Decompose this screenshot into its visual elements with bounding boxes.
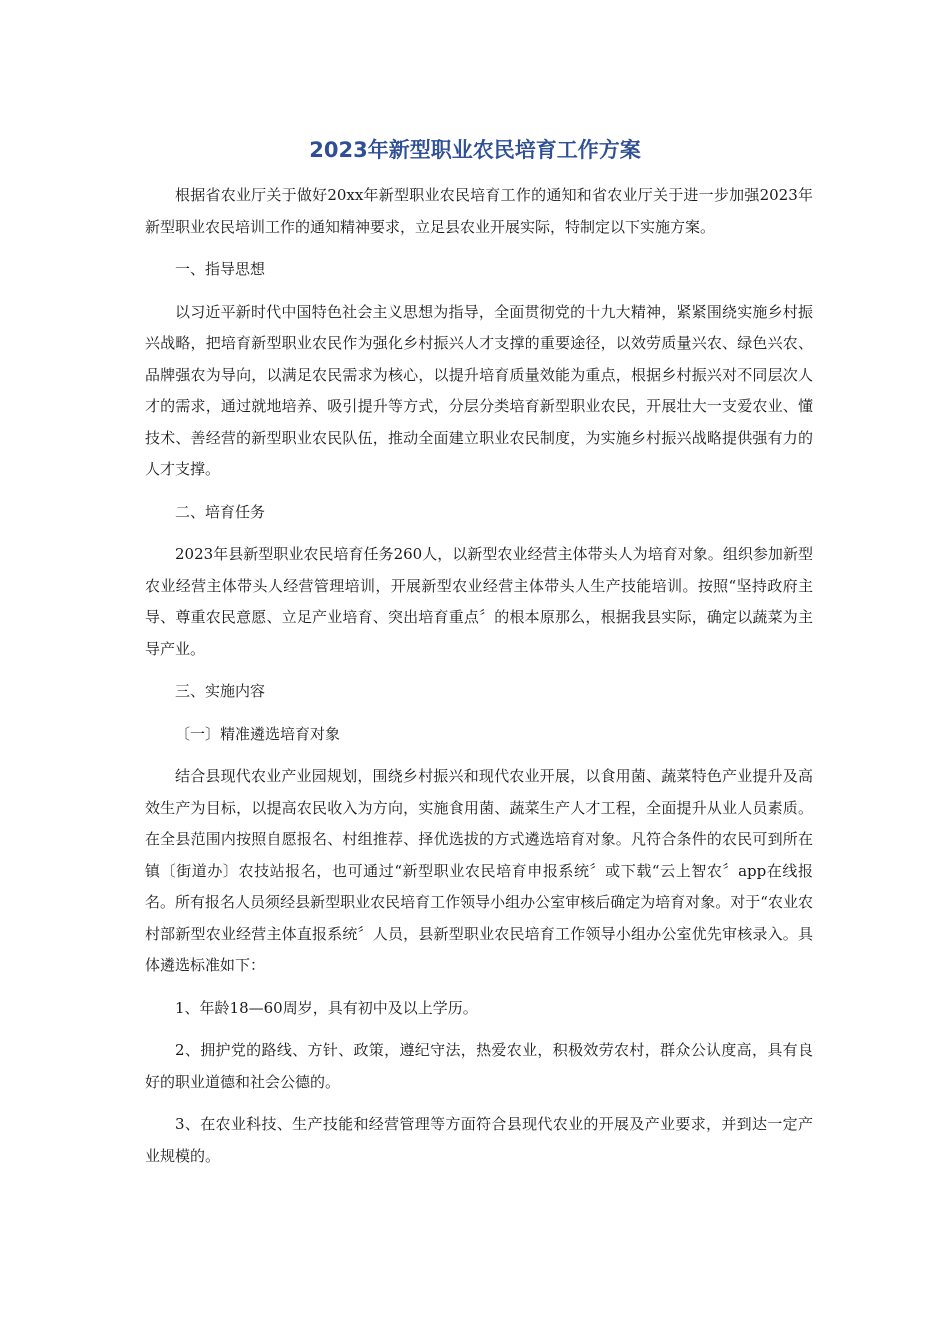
guiding-ideology-paragraph: 以习近平新时代中国特色社会主义思想为指导，全面贯彻党的十九大精神，紧紧围绕实施乡村振兴战略，把培育新型职业农民作为强化乡村振兴人才支撑的重要途径，以效劳质量兴农、绿色兴农、品牌强农为导向，以满足农民需求为核心，以提升培育质量效能为重点，根据乡村振兴对不同层次人才的需求，通过就地培养、吸引提升等方式，分层分类培育新型职业农民，开展壮大一支爱农业、懂技术、善经营的新型职业农民队伍，推动全面建立职业农民制度，为实施乡村振兴战略提供强有力的人才支撑。: [145, 302, 813, 478]
selection-paragraph: 结合县现代农业产业园规划，围绕乡村振兴和现代农业开展，以食用菌、蔬菜特色产业提升及高效生产为目标，以提高农民收入为方向，实施食用菌、蔬菜生产人才工程，全面提升从业人员素质。在全县范围内按照自愿报名、村组推荐、择优选拔的方式遴选培育对象。凡符合条件的农民可到所在镇〔街道办〕农技站报名，也可通过“新型职业农民培育申报系统〞或下载“云上智农〞app在线报名。所有报名人员须经县新型职业农民培育工作领导小组办公室审核后确定为培育对象。对于“农业农村部新型农业经营主体直报系统〞人员，县新型职业农民培育工作领导小组办公室优先审核录入。具体遴选标准如下：: [145, 767, 813, 974]
document-body: [145, 180, 813, 1183]
training-tasks-paragraph: 2023年县新型职业农民培育任务260人，以新型农业经营主体带头人为培育对象。组织参加新型农业经营主体带头人经营管理培训，开展新型农业经营主体带头人生产技能培训。按照“坚持政府主导、尊重农民意愿、立足产业培育、突出培育重点〞的根本原那么，根据我县实际，确定以蔬菜为主导产业。: [145, 545, 813, 658]
subsection-heading-selection: 〔一〕精准遴选培育对象: [175, 724, 341, 743]
section-heading-training-tasks: 二、培育任务: [175, 502, 266, 521]
criteria-item-1: 1、年龄18—60周岁，具有初中及以上学历。: [175, 998, 478, 1017]
criteria-item-2: 2、拥护党的路线、方针、政策，遵纪守法，热爱农业，积极效劳农村，群众公认度高，具有良好的职业道德和社会公德的。: [145, 1041, 813, 1091]
section-heading-implementation: 三、实施内容: [175, 682, 266, 700]
criteria-item-3: 3、在农业科技、生产技能和经营管理等方面符合县现代农业的开展及产业要求，并到达一定产业规模的。: [145, 1115, 813, 1165]
section-heading-guiding-ideology: 一、指导思想: [175, 260, 266, 278]
intro-paragraph: 根据省农业厅关于做好20xx年新型职业农民培育工作的通知和省农业厅关于进一步加强2023年新型职业农民培训工作的通知精神要求，立足县农业开展实际，特制定以下实施方案。: [145, 186, 813, 236]
document-title: 2023年新型职业农民培育工作方案: [309, 138, 641, 162]
